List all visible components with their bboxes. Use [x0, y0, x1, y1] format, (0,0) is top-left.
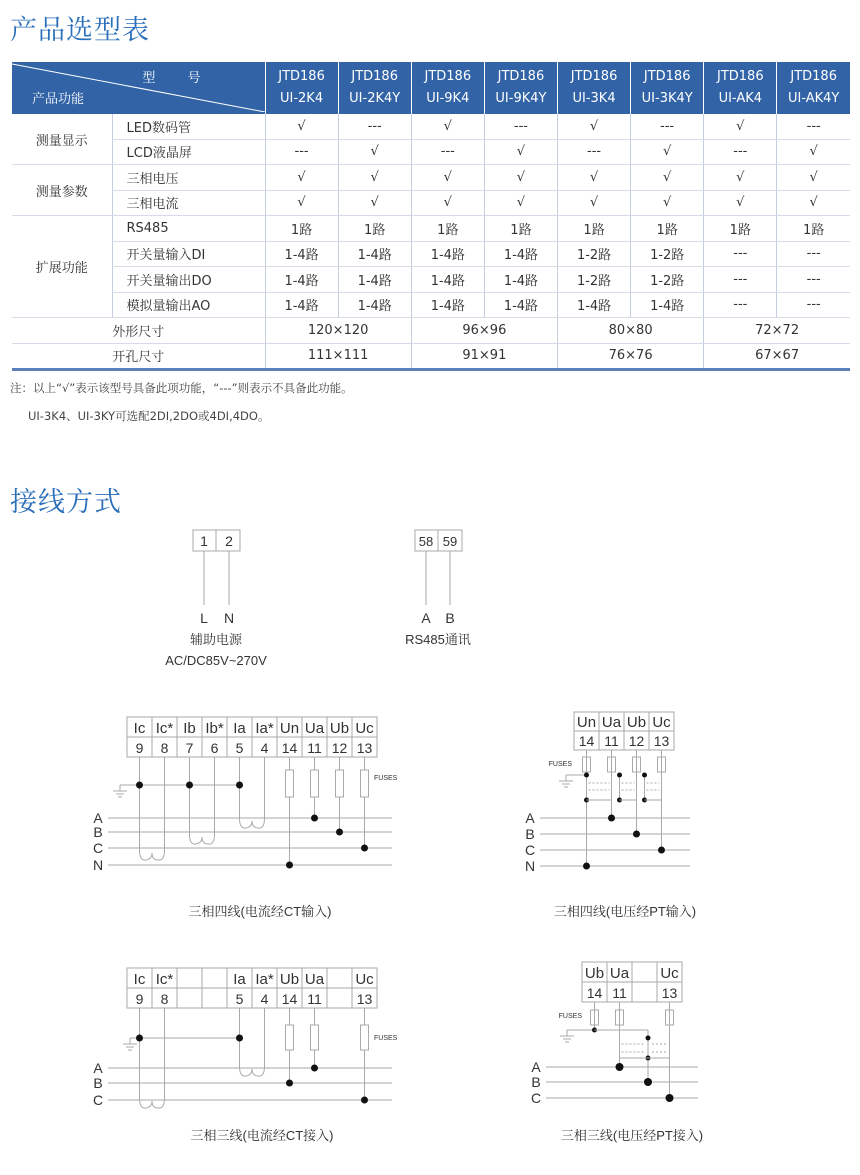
feature-value: --- — [558, 139, 631, 165]
feature-value: √ — [484, 139, 557, 165]
feature-value: √ — [631, 139, 704, 165]
size-value: 76×76 — [558, 343, 704, 370]
fuse-icon — [361, 770, 369, 797]
terminal-number: 8 — [160, 740, 169, 756]
feature-value: √ — [704, 114, 777, 139]
junction-dot — [286, 862, 293, 869]
junction-dot — [646, 1036, 651, 1041]
phase-label: N — [524, 858, 536, 874]
feature-value: --- — [704, 241, 777, 267]
feature-value: --- — [484, 114, 557, 139]
model-code: UI-9K4Y — [495, 91, 547, 106]
terminal-name: Uc — [355, 971, 374, 988]
fuses-label: FUSES — [374, 775, 398, 782]
model-series: JTD186 — [643, 69, 691, 84]
feature-value: 1-4路 — [338, 267, 411, 293]
feature-label: RS485 — [112, 216, 265, 242]
terminal-name: Uc — [355, 720, 374, 737]
terminal-number: 14 — [281, 991, 298, 1007]
feature-value: 1-4路 — [631, 292, 704, 318]
terminal-name: Ib — [183, 720, 196, 737]
pin-label: B — [445, 610, 455, 626]
terminal-name: Uc — [652, 714, 671, 731]
feature-value: 1-4路 — [265, 292, 338, 318]
junction-dot — [584, 773, 589, 778]
power-caption: 辅助电源 — [189, 632, 243, 647]
model-code: UI-AK4Y — [787, 91, 840, 106]
feature-value: 1路 — [631, 216, 704, 242]
junction-dot — [361, 845, 368, 852]
feature-value: √ — [484, 190, 557, 216]
phase-label: A — [93, 810, 103, 826]
feature-value: 1-4路 — [484, 292, 557, 318]
terminal-name: Ia — [233, 971, 246, 988]
feature-value: 1-2路 — [558, 267, 631, 293]
terminal-name: Ua — [304, 971, 325, 988]
model-code: UI-2K4Y — [349, 91, 401, 106]
feature-value: --- — [704, 267, 777, 293]
group-label: 测量参数 — [12, 165, 112, 216]
terminal-number: 9 — [135, 991, 144, 1007]
feature-value: √ — [411, 114, 484, 139]
terminal-number: 5 — [235, 740, 244, 756]
feature-value: --- — [631, 114, 704, 139]
fuse-icon — [336, 770, 344, 797]
phase-label: C — [530, 1090, 542, 1106]
terminal-number: 14 — [578, 733, 595, 749]
junction-dot — [311, 815, 318, 822]
feature-value: 1路 — [704, 216, 777, 242]
terminal-name: Ic — [133, 971, 146, 988]
terminal-number: 13 — [356, 991, 373, 1007]
fuse-icon — [361, 1025, 369, 1050]
feature-value: --- — [777, 114, 850, 139]
rs485-caption: RS485通讯 — [405, 632, 471, 647]
feature-value: 1-4路 — [265, 267, 338, 293]
junction-dot — [336, 829, 343, 836]
junction-dot — [311, 1065, 318, 1072]
feature-value: √ — [265, 114, 338, 139]
feature-value: 1-4路 — [411, 267, 484, 293]
feature-value: 1-4路 — [265, 241, 338, 267]
phase-label: B — [531, 1074, 541, 1090]
terminal-number: 6 — [210, 740, 219, 756]
note-1: 注：以上“√”表示该型号具备此项功能，“---”则表示不具备此功能。 — [10, 381, 353, 395]
feature-value: √ — [558, 190, 631, 216]
fuse-icon — [311, 1025, 319, 1050]
feature-label: 模拟量输出AO — [112, 292, 265, 318]
junction-dot — [644, 1078, 652, 1086]
terminal-name: Ub — [329, 720, 350, 737]
size-value: 72×72 — [704, 318, 850, 344]
phase-label: C — [92, 840, 104, 856]
feature-value: √ — [265, 165, 338, 191]
feature-value: √ — [484, 165, 557, 191]
group-label: 扩展功能 — [12, 216, 112, 318]
terminal-name: Ua — [609, 965, 630, 982]
terminal-name: Ua — [601, 714, 622, 731]
terminal-number: 58 — [418, 534, 434, 549]
model-code: UI-2K4 — [280, 91, 324, 106]
feature-value: √ — [411, 165, 484, 191]
terminal-number: 12 — [628, 733, 645, 749]
feature-value: √ — [265, 190, 338, 216]
terminal-name: Ub — [584, 965, 605, 982]
feature-value: 1-4路 — [484, 267, 557, 293]
size-value: 96×96 — [411, 318, 557, 344]
terminal-name: Un — [576, 714, 597, 731]
feature-value: --- — [704, 292, 777, 318]
terminal-number: 59 — [442, 534, 458, 549]
junction-dot — [236, 782, 243, 789]
junction-dot — [616, 1063, 624, 1071]
feature-label: 开关量输入DI — [112, 241, 265, 267]
phase-label: C — [524, 842, 536, 858]
terminal-number: 8 — [160, 991, 169, 1007]
wiring-title: 接线方式 — [10, 487, 122, 518]
terminal-name: Ua — [304, 720, 325, 737]
feature-value: √ — [631, 190, 704, 216]
terminal-number: 11 — [307, 991, 322, 1007]
feature-value: √ — [631, 165, 704, 191]
diagram-caption: 三相三线(电流经CT接入) — [190, 1128, 334, 1143]
junction-dot — [642, 773, 647, 778]
model-code: UI-9K4 — [426, 91, 470, 106]
junction-dot — [666, 1094, 674, 1102]
feature-value: 1路 — [558, 216, 631, 242]
junction-dot — [633, 831, 640, 838]
pin-label: L — [200, 610, 208, 626]
terminal-name: Ia — [233, 720, 246, 737]
pin-label: A — [421, 610, 431, 626]
terminal-number: 14 — [586, 985, 603, 1001]
terminal-name: Ia* — [255, 720, 274, 737]
diagram-caption: 三相四线(电流经CT输入) — [188, 904, 332, 919]
junction-dot — [286, 1080, 293, 1087]
junction-dot — [583, 863, 590, 870]
phase-label: C — [92, 1092, 104, 1108]
terminal-number: 7 — [185, 740, 194, 756]
feature-value: 1-4路 — [411, 241, 484, 267]
terminal-name: Ic* — [155, 720, 174, 737]
group-label: 测量显示 — [12, 114, 112, 165]
feature-value: √ — [704, 165, 777, 191]
function-header: 产品功能 — [32, 92, 85, 107]
size-value: 111×111 — [265, 343, 411, 370]
feature-value: --- — [777, 267, 850, 293]
feature-value: --- — [777, 292, 850, 318]
feature-value: √ — [777, 139, 850, 165]
terminal-name: Ub — [279, 971, 300, 988]
fuses-label: FUSES — [548, 761, 572, 768]
terminal-number: 5 — [235, 991, 244, 1007]
diagram-caption: 三相四线(电压经PT输入) — [553, 904, 697, 919]
ct-loop — [190, 834, 215, 844]
feature-value: 1-2路 — [631, 267, 704, 293]
terminal-number: 11 — [612, 985, 627, 1001]
terminal-number: 9 — [135, 740, 144, 756]
terminal-name: Un — [279, 720, 300, 737]
model-series: JTD186 — [570, 69, 618, 84]
feature-value: 1-4路 — [411, 292, 484, 318]
terminal-name: Uc — [660, 965, 679, 982]
model-series: JTD186 — [351, 69, 398, 84]
terminal-number: 2 — [225, 533, 233, 549]
junction-dot — [136, 782, 143, 789]
terminal-number: 11 — [307, 740, 322, 756]
terminal-number: 4 — [260, 740, 269, 756]
fuse-icon — [286, 770, 294, 797]
feature-value: --- — [411, 139, 484, 165]
terminal-number: 12 — [331, 740, 348, 756]
note-2: UI-3K4、UI-3KY可选配2DI,2DO或4DI,4DO。 — [28, 409, 270, 423]
feature-value: --- — [265, 139, 338, 165]
terminal-name: Ib* — [205, 720, 224, 737]
terminal-name: Ic* — [155, 971, 174, 988]
junction-dot — [658, 847, 665, 854]
junction-dot — [617, 773, 622, 778]
feature-label: LED数码管 — [112, 114, 265, 139]
terminal-number: 1 — [200, 533, 208, 549]
junction-dot — [361, 1097, 368, 1104]
model-code: UI-3K4Y — [641, 91, 693, 106]
phase-label: A — [531, 1059, 541, 1075]
feature-value: √ — [338, 139, 411, 165]
model-series: JTD186 — [424, 69, 472, 84]
feature-value: 1-4路 — [338, 292, 411, 318]
feature-value: 1路 — [411, 216, 484, 242]
ct-loop — [240, 818, 265, 828]
size-value: 80×80 — [558, 318, 704, 344]
phase-label: A — [93, 1060, 103, 1076]
selection-title: 产品选型表 — [10, 15, 150, 46]
terminal-number: 13 — [653, 733, 670, 749]
feature-value: 1-4路 — [484, 241, 557, 267]
model-series: JTD186 — [790, 69, 837, 84]
feature-value: √ — [777, 165, 850, 191]
size-label: 外形尺寸 — [12, 318, 265, 344]
phase-label: B — [93, 1075, 103, 1091]
feature-value: √ — [338, 190, 411, 216]
feature-value: --- — [704, 139, 777, 165]
size-label: 开孔尺寸 — [12, 343, 265, 370]
fuse-icon — [286, 1025, 294, 1050]
phase-label: B — [93, 824, 103, 840]
terminal-number: 13 — [356, 740, 373, 756]
size-value: 91×91 — [411, 343, 557, 370]
feature-value: √ — [558, 114, 631, 139]
feature-value: 1-4路 — [558, 292, 631, 318]
model-code: UI-3K4 — [572, 91, 616, 106]
fuses-label: FUSES — [558, 1013, 582, 1020]
size-value: 67×67 — [704, 343, 850, 370]
junction-dot — [608, 815, 615, 822]
model-series: JTD186 — [497, 69, 545, 84]
feature-value: 1-4路 — [338, 241, 411, 267]
junction-dot — [236, 1035, 243, 1042]
size-value: 120×120 — [265, 318, 411, 344]
feature-value: 1路 — [484, 216, 557, 242]
feature-value: 1路 — [777, 216, 850, 242]
terminal-number: 14 — [281, 740, 298, 756]
junction-dot — [186, 782, 193, 789]
feature-value: √ — [777, 190, 850, 216]
terminal-number: 4 — [260, 991, 269, 1007]
terminal-name: Ic — [133, 720, 146, 737]
feature-value: 1-2路 — [558, 241, 631, 267]
fuses-label: FUSES — [374, 1035, 398, 1042]
feature-value: --- — [777, 241, 850, 267]
power-caption: AC/DC85V~270V — [165, 653, 267, 668]
terminal-name: Ia* — [255, 971, 274, 988]
feature-label: 三相电压 — [112, 165, 265, 191]
feature-label: 三相电流 — [112, 190, 265, 216]
model-series: JTD186 — [278, 69, 325, 84]
feature-value: 1路 — [338, 216, 411, 242]
feature-label: 开关量输出DO — [112, 267, 265, 293]
feature-value: 1-2路 — [631, 241, 704, 267]
feature-value: √ — [704, 190, 777, 216]
phase-label: B — [525, 826, 535, 842]
pin-label: N — [223, 610, 235, 626]
feature-value: √ — [411, 190, 484, 216]
diagram-caption: 三相三线(电压经PT接入) — [560, 1128, 704, 1143]
feature-label: LCD液晶屏 — [112, 139, 265, 165]
terminal-name: Ub — [626, 714, 647, 731]
feature-value: 1路 — [265, 216, 338, 242]
fuse-icon — [311, 770, 319, 797]
feature-value: √ — [558, 165, 631, 191]
feature-value: √ — [338, 165, 411, 191]
terminal-number: 11 — [604, 733, 619, 749]
ct-loop — [140, 850, 165, 860]
terminal-number: 13 — [661, 985, 678, 1001]
model-header: 型 号 — [142, 71, 215, 86]
junction-dot — [136, 1035, 143, 1042]
model-code: UI-AK4 — [718, 91, 763, 106]
phase-label: A — [525, 810, 535, 826]
model-series: JTD186 — [717, 69, 764, 84]
feature-value: --- — [338, 114, 411, 139]
phase-label: N — [92, 857, 104, 873]
